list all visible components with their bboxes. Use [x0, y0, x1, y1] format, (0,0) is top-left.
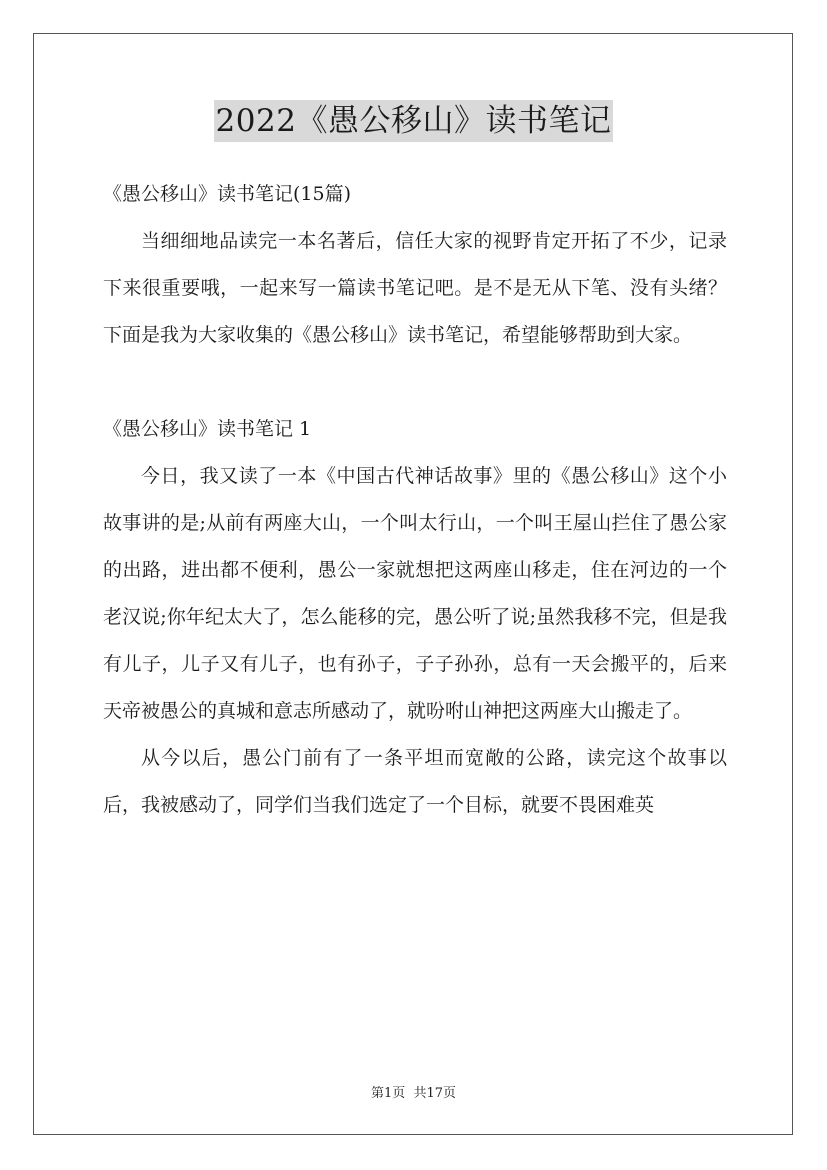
page-footer	[0, 1082, 827, 1101]
intro-paragraph: 当细细地品读完一本名著后，信任大家的视野肯定开拓了不少，记录下来很重要哦，一起来写一篇读书笔记吧。是不是无从下笔、没有头绪？下面是我为大家收集的《愚公移山》读书笔记，希望能够帮助到大家。	[103, 230, 727, 346]
page-total: 共17页	[413, 1086, 456, 1101]
document-body	[103, 170, 727, 829]
document-subtitle: 《愚公移山》读书笔记(15篇)	[103, 183, 352, 205]
page-number: 第1页	[371, 1086, 406, 1101]
section-heading: 《愚公移山》读书笔记 1	[103, 418, 312, 440]
title-container	[0, 100, 827, 142]
document-title: 2022《愚公移山》读书笔记	[214, 100, 614, 142]
body-paragraph-1: 今日，我又读了一本《中国古代神话故事》里的《愚公移山》这个小故事讲的是;从前有两座大山，一个叫太行山，一个叫王屋山拦住了愚公家的出路，进出都不便利，愚公一家就想把这两座山移走，住在河边的一个老汉说;你年纪太大了，怎么能移的完，愚公听了说;虽然我移不完，但是我有儿子，儿子又有儿子，也有孙子，子子孙孙，总有一天会搬平的，后来天帝被愚公的真城和意志所感动了，就吩咐山神把这两座大山搬走了。	[103, 465, 727, 722]
body-paragraph-2: 从今以后，愚公门前有了一条平坦而宽敞的公路，读完这个故事以后，我被感动了，同学们当我们选定了一个目标，就要不畏困难英	[103, 747, 727, 816]
spacer	[103, 359, 727, 405]
